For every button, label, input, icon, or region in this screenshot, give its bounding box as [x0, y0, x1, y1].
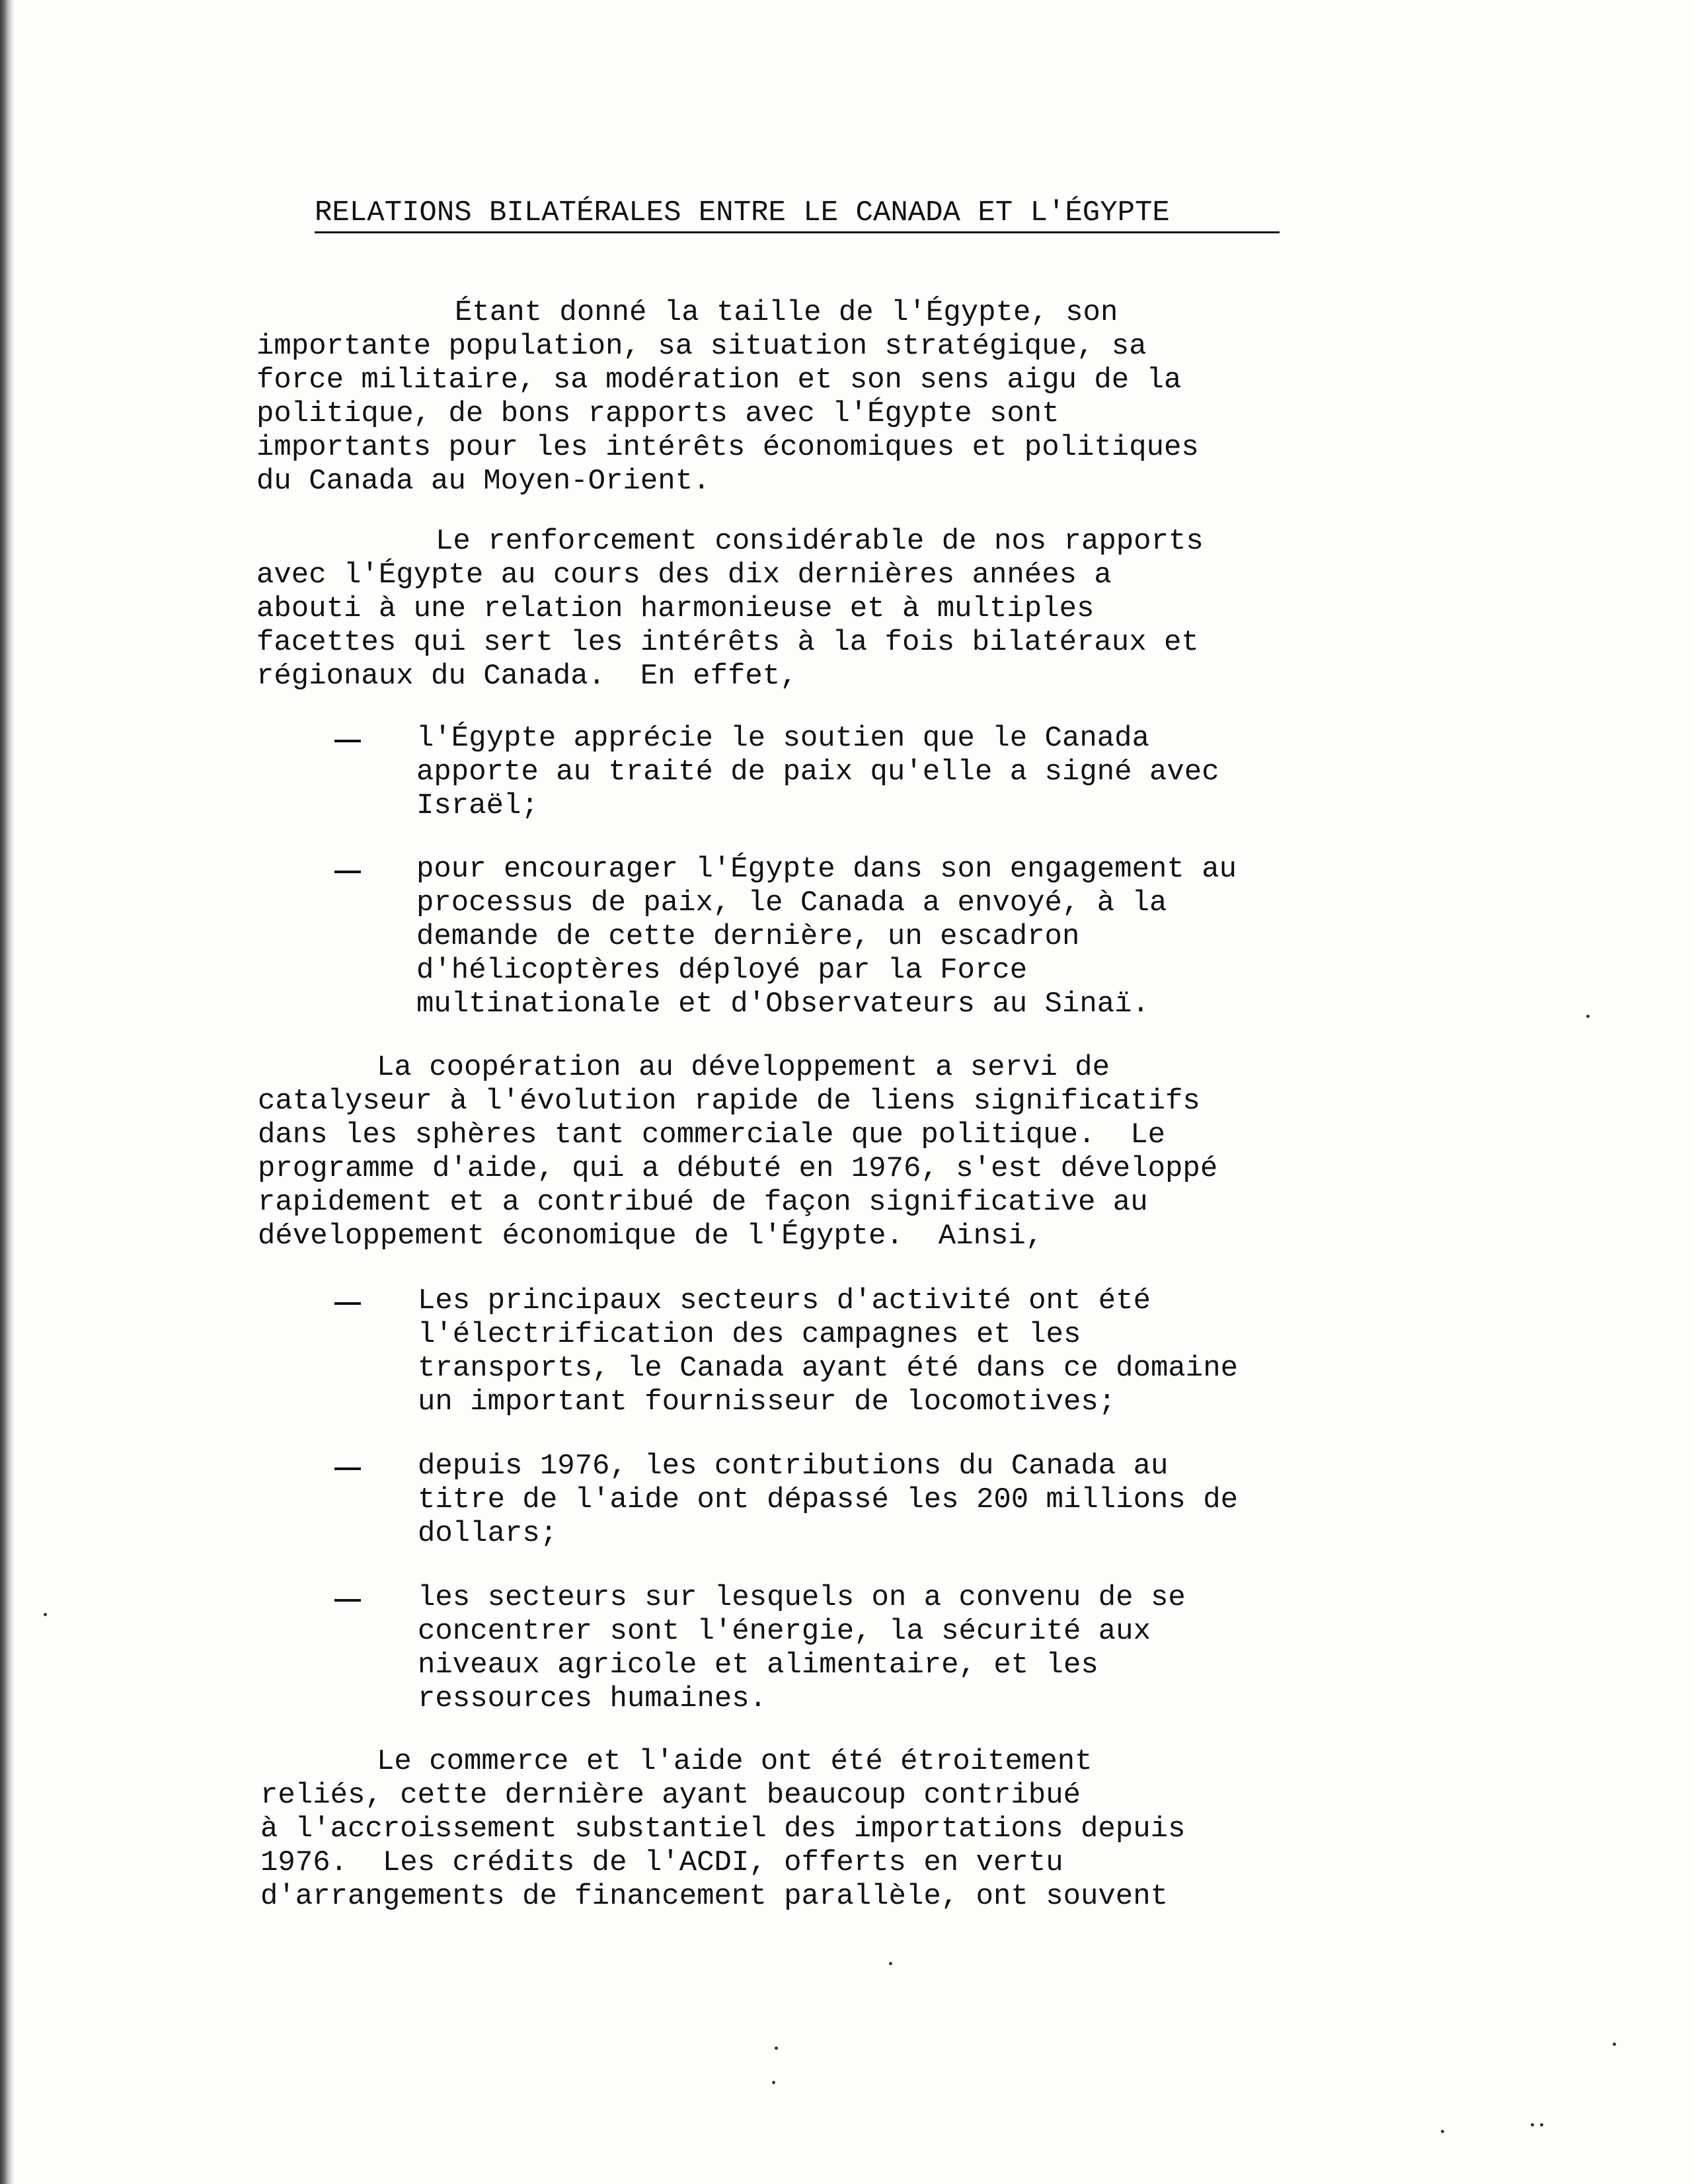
bullet-2-line: pour encourager l'Égypte dans son engagement au — [416, 853, 1237, 886]
bullet-4-line: depuis 1976, les contributions du Canada au — [418, 1450, 1169, 1483]
bullet-5-line: ressources humaines. — [418, 1682, 767, 1715]
scan-edge — [0, 0, 15, 2184]
paragraph-1-line: force militaire, sa modération et son sens aigu de la — [256, 364, 1182, 397]
bullet-dash — [334, 740, 361, 742]
scan-speck — [1540, 2123, 1543, 2126]
paragraph-3-line: rapidement et a contribué de façon significative au — [258, 1186, 1148, 1219]
scan-speck — [775, 2047, 778, 2050]
paragraph-3-line: catalyseur à l'évolution rapide de liens significatifs — [258, 1085, 1200, 1118]
bullet-5-line: les secteurs sur lesquels on a convenu de se — [418, 1581, 1186, 1614]
bullet-2-line: demande de cette dernière, un escadron — [416, 920, 1080, 953]
bullet-3-line: l'électrification des campagnes et les — [418, 1318, 1081, 1351]
paragraph-1-line: politique, de bons rapports avec l'Égypte sont — [256, 397, 1059, 430]
paragraph-1-line: Étant donné la taille de l'Égypte, son — [455, 296, 1118, 329]
scan-speck — [1586, 1015, 1590, 1018]
paragraph-4-line: reliés, cette dernière ayant beaucoup contribué — [260, 1779, 1081, 1812]
scan-speck — [772, 2081, 775, 2084]
paragraph-4-line: à l'accroissement substantiel des importations depuis — [260, 1813, 1186, 1846]
scan-speck — [1613, 2043, 1616, 2046]
paragraph-4-line: d'arrangements de financement parallèle, ont souvent — [260, 1880, 1169, 1913]
bullet-1-line: apporte au traité de paix qu'elle a signé avec — [416, 756, 1219, 789]
bullet-4-line: titre de l'aide ont dépassé les 200 millions de — [418, 1483, 1239, 1516]
paragraph-3-line: La coopération au développement a servi de — [377, 1051, 1110, 1084]
bullet-3-line: transports, le Canada ayant été dans ce domaine — [418, 1352, 1239, 1385]
bullet-5-line: concentrer sont l'énergie, la sécurité aux — [418, 1615, 1151, 1648]
scan-speck — [44, 1613, 47, 1616]
bullet-3-line: un important fournisseur de locomotives; — [418, 1385, 1116, 1419]
paragraph-1-line: du Canada au Moyen-Orient. — [256, 465, 711, 498]
bullet-2-line: processus de paix, le Canada a envoyé, à la — [416, 886, 1167, 919]
paragraph-2-line: régionaux du Canada. En effet, — [256, 660, 798, 693]
bullet-2-line: d'hélicoptères déployé par la Force — [416, 954, 1028, 987]
paragraph-1-line: importants pour les intérêts économiques et politiques — [256, 431, 1199, 464]
bullet-2-line: multinationale et d'Observateurs au Sinaï. — [416, 988, 1149, 1021]
paragraph-3-line: dans les sphères tant commerciale que politique. Le — [258, 1118, 1166, 1151]
bullet-5-line: niveaux agricole et alimentaire, et les — [418, 1649, 1098, 1682]
bullet-1-line: l'Égypte apprécie le soutien que le Canada — [416, 722, 1149, 755]
paragraph-4-line: Le commerce et l'aide ont été étroitement — [377, 1745, 1093, 1778]
document-title: RELATIONS BILATÉRALES ENTRE LE CANADA ET L'ÉGYPTE — [315, 196, 1170, 229]
paragraph-3-line: programme d'aide, qui a débuté en 1976, s'est développé — [258, 1152, 1218, 1185]
bullet-dash — [334, 871, 361, 873]
paragraph-1-line: importante population, sa situation stratégique, sa — [256, 330, 1147, 363]
bullet-1-line: Israël; — [416, 789, 539, 822]
paragraph-2-line: facettes qui sert les intérêts à la fois bilatéraux et — [256, 626, 1199, 659]
scan-speck — [1441, 2130, 1444, 2133]
bullet-dash — [334, 1599, 361, 1602]
paragraph-2-line: abouti à une relation harmonieuse et à multiples — [256, 592, 1095, 625]
bullet-4-line: dollars; — [418, 1517, 558, 1550]
paragraph-3-line: développement économique de l'Égypte. Ainsi, — [258, 1220, 1044, 1253]
paragraph-2-line: avec l'Égypte au cours des dix dernières années a — [256, 559, 1112, 592]
title-underline — [315, 231, 1280, 233]
bullet-3-line: Les principaux secteurs d'activité ont été — [418, 1284, 1151, 1317]
bullet-dash — [334, 1467, 361, 1470]
paragraph-4-line: 1976. Les crédits de l'ACDI, offerts en vertu — [260, 1846, 1063, 1879]
scan-speck — [889, 1962, 892, 1965]
bullet-dash — [334, 1302, 361, 1305]
scan-speck — [1531, 2123, 1534, 2126]
paragraph-2-line: Le renforcement considérable de nos rapports — [436, 525, 1204, 558]
